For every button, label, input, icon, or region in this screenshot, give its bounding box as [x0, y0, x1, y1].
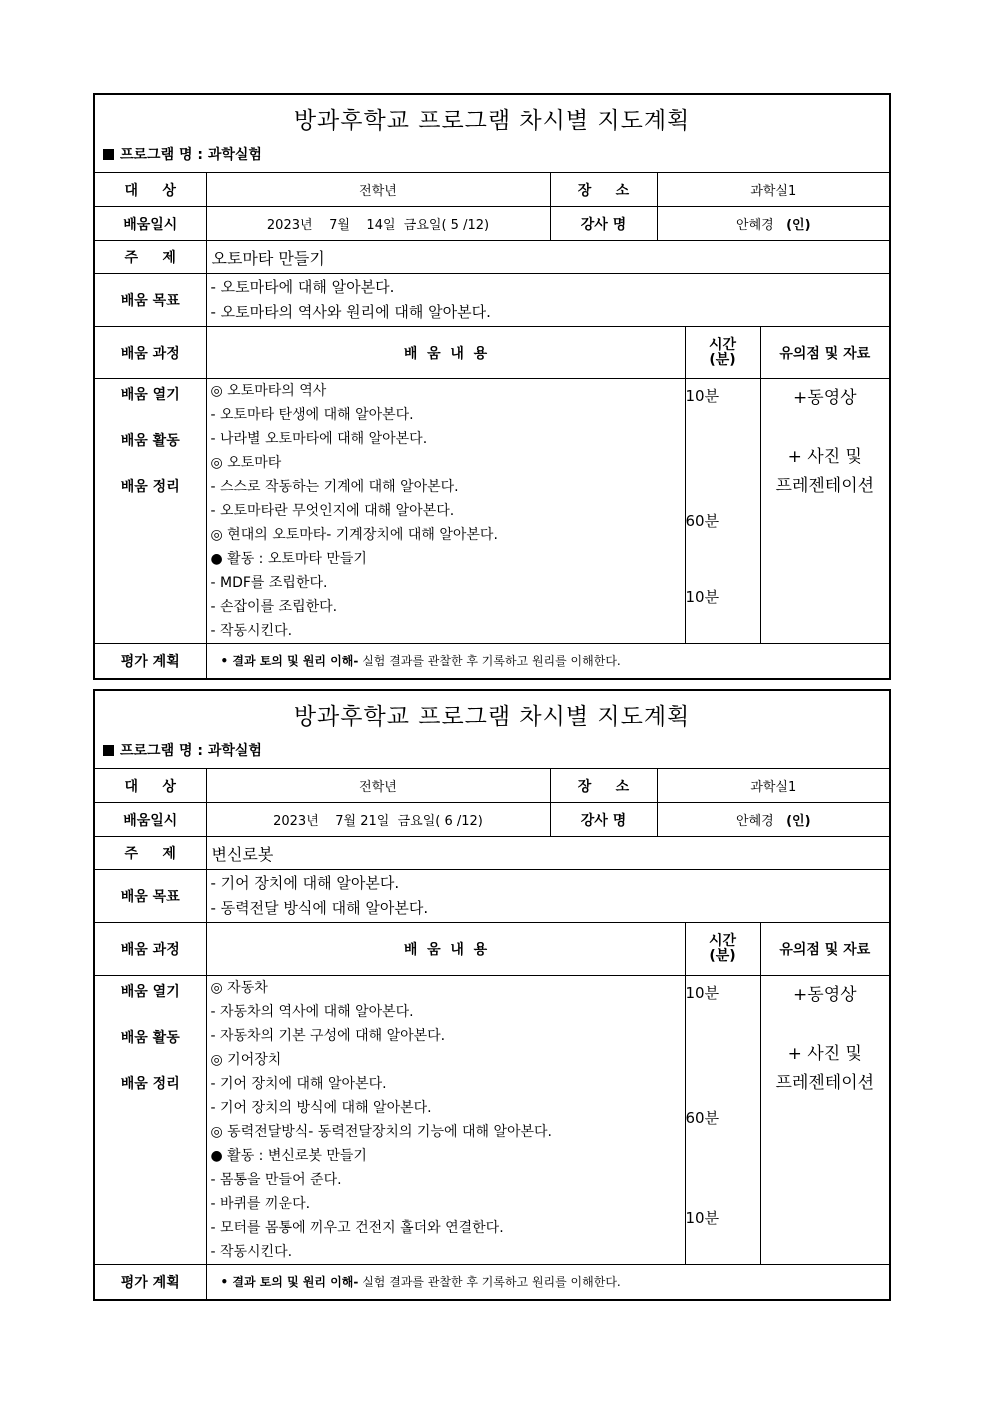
target-label: 대 상 [94, 173, 206, 207]
content-line: ◎ 동력전달방식- 동력전달장치의 기능에 대해 알아본다. [210, 1124, 552, 1140]
eval-label: 평가 계획 [94, 644, 206, 679]
content-line: - 나라별 오토마타에 대해 알아본다. [210, 431, 428, 447]
goals-list [206, 274, 890, 327]
time-item: 60분 [685, 512, 720, 530]
content-line: ● 활동 : 변신로봇 만들기 [210, 1148, 367, 1164]
phase-item: 배움 열기 [120, 387, 180, 403]
program-name [94, 736, 890, 769]
square-bullet-icon [103, 745, 114, 756]
phase-item: 배움 활동 [120, 1030, 180, 1046]
process-header: 배움 과정 [94, 923, 206, 976]
content-line: - 오토마타란 무엇인지에 대해 알아본다. [210, 503, 455, 519]
content-line: - 오토마타 탄생에 대해 알아본다. [210, 407, 414, 423]
square-bullet-icon [103, 149, 114, 160]
resource-item: + 사진 및 [787, 1044, 862, 1064]
content-line: ◎ 오토마타 [210, 455, 282, 471]
phases-list [94, 976, 206, 1265]
resources-list [760, 379, 890, 644]
content-line: ◎ 현대의 오토마타- 기계장치에 대해 알아본다. [210, 527, 498, 543]
eval-desc: 실험 결과를 관찰한 후 기록하고 원리를 이해한다. [358, 1275, 621, 1290]
teacher-name: 안혜경 [736, 218, 774, 233]
goal-item: - 기어 장치에 대해 알아본다. [210, 874, 400, 892]
place-label: 장 소 [550, 769, 657, 803]
program-name-label: 프로그램 명 : 과학실험 [120, 147, 262, 163]
content-line: - 스스로 작동하는 기계에 대해 알아본다. [210, 479, 459, 495]
topic-value: 오토마타 만들기 [206, 241, 890, 274]
topic-label: 주 제 [94, 837, 206, 870]
goals-label: 배움 목표 [94, 870, 206, 923]
place-value: 과학실1 [657, 173, 890, 207]
content-line: ◎ 자동차 [210, 980, 268, 996]
process-header: 배움 과정 [94, 327, 206, 379]
content-header: 배 움 내 용 [206, 327, 685, 379]
time-header-line2: (분) [709, 351, 736, 368]
time-header-line2: (분) [709, 948, 736, 964]
time-item: 10분 [685, 588, 720, 606]
time-header-line1: 시간 [708, 336, 737, 353]
teacher-sign: (인) [786, 218, 811, 233]
content-line: - 몸통을 만들어 준다. [210, 1172, 342, 1188]
teacher-sign: (인) [786, 814, 811, 829]
eval-label: 평가 계획 [94, 1265, 206, 1300]
content-line: - 바퀴를 끼운다. [210, 1196, 311, 1212]
date-value: 2023년 7월 21일 금요일( 6 /12) [206, 803, 550, 837]
eval-text [206, 644, 890, 679]
teacher-name: 안혜경 [736, 814, 774, 829]
eval-bold: • 결과 토의 및 원리 이해- [220, 1275, 359, 1290]
target-value: 전학년 [206, 173, 550, 207]
goal-item: - 오토마타에 대해 알아본다. [210, 278, 395, 296]
teacher-value [657, 207, 890, 241]
content-line: - 손잡이를 조립한다. [210, 599, 338, 615]
resource-item: +동영상 [793, 985, 857, 1005]
content-line: - 모터를 몸통에 끼우고 건전지 홀더와 연결한다. [210, 1220, 504, 1236]
time-header [685, 923, 760, 976]
goals-list [206, 870, 890, 923]
plan-title: 방과후학교 프로그램 차시별 지도계획 [94, 94, 890, 140]
date-value: 2023년 7월 14일 금요일( 5 /12) [206, 207, 550, 241]
time-item: 10분 [685, 1209, 720, 1227]
topic-label: 주 제 [94, 241, 206, 274]
lesson-plan-table [93, 93, 891, 680]
content-header: 배 움 내 용 [206, 923, 685, 976]
phase-item: 배움 열기 [120, 984, 180, 1000]
goal-item: - 오토마타의 역사와 원리에 대해 알아본다. [210, 303, 491, 321]
content-line: ◎ 기어장치 [210, 1052, 282, 1068]
content-line: ◎ 오토마타의 역사 [210, 383, 327, 399]
content-line: - 작동시킨다. [210, 623, 293, 639]
resource-item: 프레젠테이션 [775, 476, 875, 496]
eval-bold: • 결과 토의 및 원리 이해- [220, 654, 359, 669]
phase-item: 배움 활동 [120, 433, 180, 449]
times-list [685, 976, 760, 1265]
eval-desc: 실험 결과를 관찰한 후 기록하고 원리를 이해한다. [358, 654, 621, 669]
resources-header: 유의점 및 자료 [760, 327, 890, 379]
phase-item: 배움 정리 [120, 479, 180, 495]
time-item: 60분 [685, 1109, 720, 1127]
goals-label: 배움 목표 [94, 274, 206, 327]
resource-item: 프레젠테이션 [775, 1073, 875, 1093]
topic-value: 변신로봇 [206, 837, 890, 870]
plan-title: 방과후학교 프로그램 차시별 지도계획 [94, 690, 890, 736]
date-label: 배움일시 [94, 207, 206, 241]
goal-item: - 동력전달 방식에 대해 알아본다. [210, 899, 429, 917]
content-line: - MDF를 조립한다. [210, 575, 328, 591]
time-header [685, 327, 760, 379]
time-item: 10분 [685, 387, 720, 405]
lesson-plan-2 [93, 689, 889, 1301]
phases-list [94, 379, 206, 644]
content-list [206, 976, 685, 1265]
resources-header: 유의점 및 자료 [760, 923, 890, 976]
time-header-line1: 시간 [708, 933, 737, 949]
target-value: 전학년 [206, 769, 550, 803]
resource-item: +동영상 [793, 388, 857, 408]
content-line: - 자동차의 기본 구성에 대해 알아본다. [210, 1028, 446, 1044]
content-line: - 기어 장치에 대해 알아본다. [210, 1076, 387, 1092]
times-list [685, 379, 760, 644]
program-name [94, 140, 890, 173]
resource-item: + 사진 및 [787, 447, 862, 467]
content-line: - 기어 장치의 방식에 대해 알아본다. [210, 1100, 432, 1116]
content-line: ● 활동 : 오토마타 만들기 [210, 551, 367, 567]
lesson-plan-1 [93, 93, 889, 680]
place-value: 과학실1 [657, 769, 890, 803]
content-list [206, 379, 685, 644]
teacher-label: 강사 명 [550, 803, 657, 837]
place-label: 장 소 [550, 173, 657, 207]
lesson-plan-table [93, 689, 891, 1301]
target-label: 대 상 [94, 769, 206, 803]
time-item: 10분 [685, 984, 720, 1002]
teacher-label: 강사 명 [550, 207, 657, 241]
content-line: - 자동차의 역사에 대해 알아본다. [210, 1004, 414, 1020]
phase-item: 배움 정리 [120, 1076, 180, 1092]
eval-text [206, 1265, 890, 1300]
date-label: 배움일시 [94, 803, 206, 837]
teacher-value [657, 803, 890, 837]
program-name-label: 프로그램 명 : 과학실험 [120, 743, 262, 759]
resources-list [760, 976, 890, 1265]
content-line: - 작동시킨다. [210, 1244, 293, 1260]
